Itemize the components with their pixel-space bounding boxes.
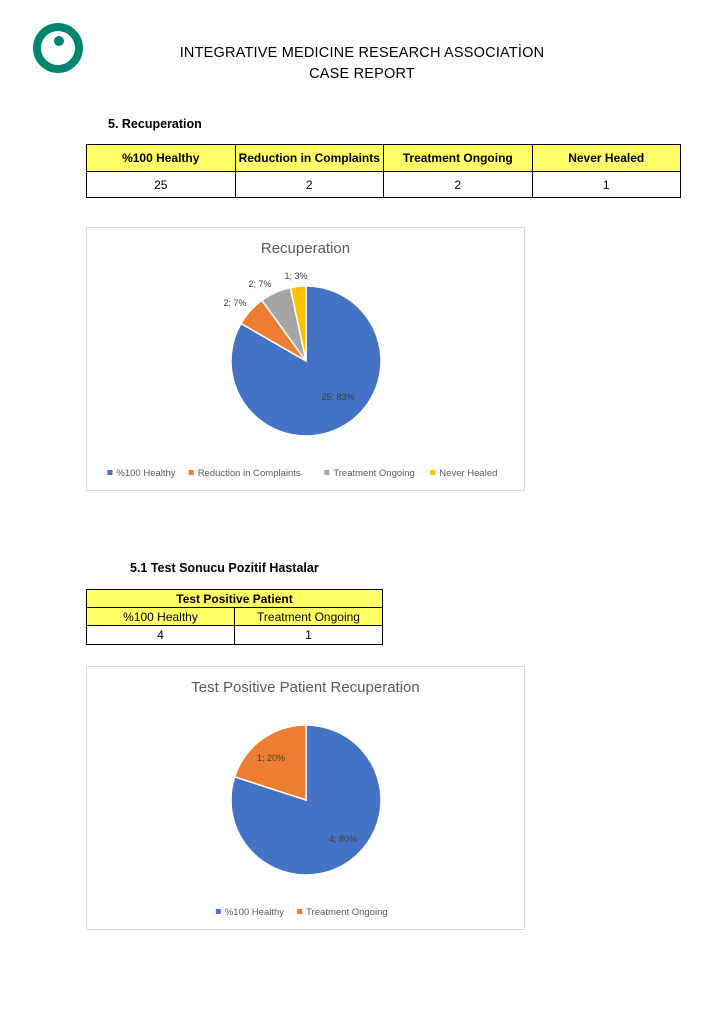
table-header-cell: %100 Healthy (87, 145, 236, 172)
table-cell: 2 (235, 172, 384, 198)
legend-swatch (107, 470, 112, 475)
legend-entry: Treatment Ongoing (333, 468, 415, 479)
legend-entry: %100 Healthy (224, 907, 285, 918)
test-positive-table (86, 589, 383, 645)
legend-entry: Reduction in Complaints (197, 468, 301, 479)
legend-swatch (297, 909, 302, 914)
data-label: 1; 20% (256, 753, 286, 763)
table-row (87, 626, 383, 645)
test-positive-pie-svg (87, 667, 524, 929)
table-cell: 25 (87, 172, 236, 198)
table-header-cell: Never Healed (532, 145, 681, 172)
table-header-row (87, 145, 681, 172)
section-title-test-positive: 5.1 Test Sonucu Pozitif Hastalar (130, 561, 319, 575)
table-header-cell: Treatment Ongoing (235, 608, 383, 626)
legend-entry: Treatment Ongoing (306, 907, 388, 918)
report-type-title: CASE REPORT (309, 66, 415, 82)
chart-title: Test Positive Patient Recuperation (191, 679, 420, 696)
data-label: 2; 7% (248, 279, 272, 289)
recuperation-table (86, 144, 681, 198)
table-title-cell: Test Positive Patient (87, 590, 383, 608)
report-org-title: INTEGRATIVE MEDICINE RESEARCH ASSOCIATİON (179, 45, 545, 61)
table-cell: 4 (87, 626, 235, 645)
table-cell: 2 (384, 172, 533, 198)
table-row (87, 172, 681, 198)
table-header-cell: Reduction in Complaints (235, 145, 384, 172)
data-label: 1; 3% (284, 271, 308, 281)
data-label: 4; 80% (328, 834, 358, 844)
recuperation-pie-svg (87, 228, 524, 490)
legend-swatch (430, 470, 435, 475)
table-cell: 1 (532, 172, 681, 198)
table-header-cell: %100 Healthy (87, 608, 235, 626)
legend-swatch (189, 470, 194, 475)
recuperation-chart (86, 227, 525, 491)
legend-entry: Never Healed (439, 468, 498, 479)
chart-title: Recuperation (260, 240, 351, 257)
legend-swatch (216, 909, 221, 914)
data-label: 25; 83% (321, 392, 355, 402)
table-title-row (87, 590, 383, 608)
legend-swatch (324, 470, 329, 475)
legend-entry: %100 Healthy (116, 468, 176, 479)
table-header-row (87, 608, 383, 626)
test-positive-chart (86, 666, 525, 930)
section-title-recuperation: 5. Recuperation (108, 117, 202, 131)
table-header-cell: Treatment Ongoing (384, 145, 533, 172)
data-label: 2; 7% (223, 298, 247, 308)
table-cell: 1 (235, 626, 383, 645)
